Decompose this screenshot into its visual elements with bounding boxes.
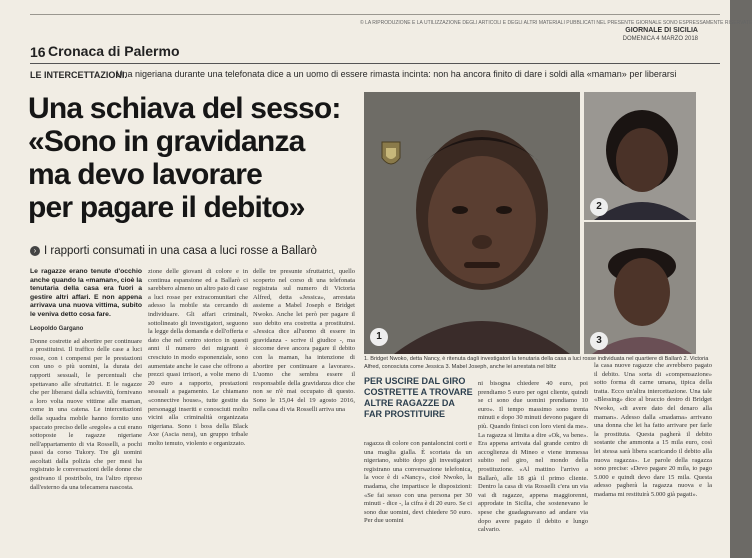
page-number: 16 [30,44,46,60]
headline-line: «Sono in gravidanza [28,125,305,158]
copyright-notice: © LA RIPRODUZIONE E LA UTILIZZAZIONE DEGLI ARTICOLI E DEGLI ALTRI MATERIALI PUBBLICATI NEL PRESENTE GIORNALE SONO ESPRESSAMENTE RISERVATE [360,20,752,26]
article-author: Leopoldo Gargano [30,325,84,332]
article-lead: Le ragazze erano tenute d'occhio anche quando la «maman», cioè la tenutaria della casa era fuori a gestire altri affari. E non appena arrivava una nuova vittima, subito le veniva detto cosa fare. [30,268,142,318]
text-column-3 [253,268,355,548]
headline-line: per pagare il debito» [28,191,305,224]
text-column-5 [478,380,588,550]
headline-line: Una schiava del sesso: [28,92,341,125]
photo-captions: 1. Bridget Nwoko, detta Nancy, è ritenuta dagli investigatori la tenutaria della casa a luci rosse individuata nel quartiere di Ballarò 2. Victoria Alfred, conosciuta come Jessica 3. Mabel Joseph, anche lei arrestata nel blitz [364,356,709,370]
arrow-bullet-icon: › [30,246,40,256]
article-subhead [30,245,317,257]
text-column-6 [594,362,712,550]
issue-date: DOMENICA 4 MARZO 2018 [622,36,698,42]
text-column-4 [364,440,472,548]
pull-quote: PER USCIRE DAL GIRO COSTRETTE A TROVARE ALTRE RAGAZZE DA FAR PROSTITUIRE [364,376,473,419]
photo-bridget-nwoko [364,92,580,354]
subhead-text: I rapporti consumati in una casa a luci rosse a Ballarò [44,245,317,257]
body-text: ragazza di colore con pantaloncini corti e una maglia gialla. È scortata da un nigeriano, subito dopo gli investigatori registrano una conversazione telefonica, la voce è di «Nancy», cioè Nwoko, la madama, che impartisce le disposizioni: «Se fai sesso con una persona per 30 minuti - dice -, la cifra è di 20 euro. Se ci sono due uomini, devi chiedere 50 euro. Per due uomini [364,440,472,525]
police-crest-icon [380,140,402,170]
portrait-graphic [364,92,580,354]
text-column-1 [30,268,142,548]
photo-badge-1: 1 [370,328,388,346]
photo-badge-2: 2 [590,198,608,216]
body-text: delle tre presunte sfruttatrici, quello scoperto nel corso di una telefonata registrata sul numero di Victoria Alfred, detta «Jessica», arrestata assieme a Mabel Joseph e Bridget Nwoko. Anche lei però per pagare il suo debito era costretta a prostituirsi. «Jessica dice all'uomo di essere in gravidanza - scrive il giudice -, ma siccome deve ancora pagare il debito con la maman, ha intenzione di abortire per continuare a lavorare». L'uomo che sembra essere il responsabile della gravidanza dice che non se n'è mai occupato di questo. Sono le 15,04 del 19 agosto 2016, nella casa di via Rosselli arriva una [253,268,355,413]
article-tag: LE INTERCETTAZIONI. [30,70,127,80]
body-text: ni bisogna chiedere 40 euro, poi prendiamo 5 euro per ogni cliente, quindi se ci sono due uomini prendiamo 10 euro». Il tempo massimo sono trenta minuti e dopo 30 minuti devono pagare di più. Quando finisci con loro vieni da me». La ragazza si limita a dire «Ok, va bene». Era appena arrivata dal grande centro di accoglienza di Mineo e viene immessa subito nel giro, nel mondo della prostituzione. «Al mattino l'arrivo a Ballarò, alle 18 già il primo cliente. Dentro la casa di via Rosselli c'era un via vai di ragazze, appena maggiorenni, approdate in Sicilia, che sostenevano le spese che guadagnavano ad andare via dopo avere pagato il debito e lungo calvario. [478,380,588,534]
newspaper-name: GIORNALE DI SICILIA [625,27,698,34]
article-kicker: Una nigeriana durante una telefonata dice a un uomo di essere rimasta incinta: non ha ancora finito di dare i soldi alla «maman» per liberarsi [116,69,677,79]
article-headline [28,92,358,224]
top-rule [30,14,720,15]
body-text: la casa nuove ragazze che avrebbero pagato il debito. Una sorta di «compensazione» sotto forma di carne umana, tipica della tratta. Ecco un'altra intercettazione. Una tale «Blessing» dice al braccio destro di Bridget Nwoko, «di avere dato del denaro alla maman». Adesso dalla «madama» arrivano una donna che lei ha fatto arrivare per farle la prostituta. Questa pagherà il debito sostante che ammonta a 15 mila euro, così lei stessa sarà libera scaricando il debito alla nuova ragazza». Le parole della ragazza sono precise: «Devo pagare 20 mila, io pago 5.000 e quindi devo dare 15 mila. Questa adesso pagherà la ragazza nuova e la madama mi restituirà 5.000 già pagati». [594,362,712,498]
photo-mabel-joseph [584,222,696,354]
text-column-2 [148,268,248,548]
header-rule [30,63,720,64]
body-text: zione delle giovani di colore e in continua espansione ed a Ballarò ci sarebbero almeno un altro paio di case a luci rosse per extracomunitari che adesso la mobile sta cercando di individuare. Gli affari criminali, sottolineato gli investigatori, seguono la legge della domanda e dell'offerta e dato che nel centro storico in questi anni il numero dei migranti è cresciuto in modo esponenziale, sono aumentate anche le case che offrono a prezzi quasi irrisori, a volte meno di 20 euro a rapporto, prestazioni sessuali a pagamento. Le chiamano «connective house», tutte gestite da personaggi inseriti e conosciuti molto vicini alla criminalità organizzata nigeriana. Sono i boss della Black Axe (Ascia nera), un gruppo tribale molto temuto, violento e organizzato. [148,268,248,447]
body-text: Donne costrette ad abortire per continuare a prostituirsi. Il traffico delle case a luci rosse, con i compensi per le prestazioni con uno o più uomini, la durata dei rapporti sessuali, le percentuali che spettavano alle sfruttatrici. E le ragazze che per liberarsi dalla schiavitù, fornivano a loro volta nuove vittime alle maman, come in una catena. Le intercettazioni della squadra mobile hanno fornito uno spaccato preciso delle «regole» a cui erano sottoposte le ragazze nigeriane nell'appartamento di via Rosselli, a pochi passi da corso Tukory. Tre gli uomini ascoltati dalla polizia che per mesi ha registrato le conversazioni delle donne che gestivano il postribolo, tra l'altro ripreso dall'esterno da una telecamera nascosta. [30,337,142,491]
section-title: Cronaca di Palermo [48,43,180,59]
photo-badge-3: 3 [590,332,608,350]
photo-victoria-alfred [584,92,696,220]
headline-line: ma devo lavorare [28,158,262,191]
